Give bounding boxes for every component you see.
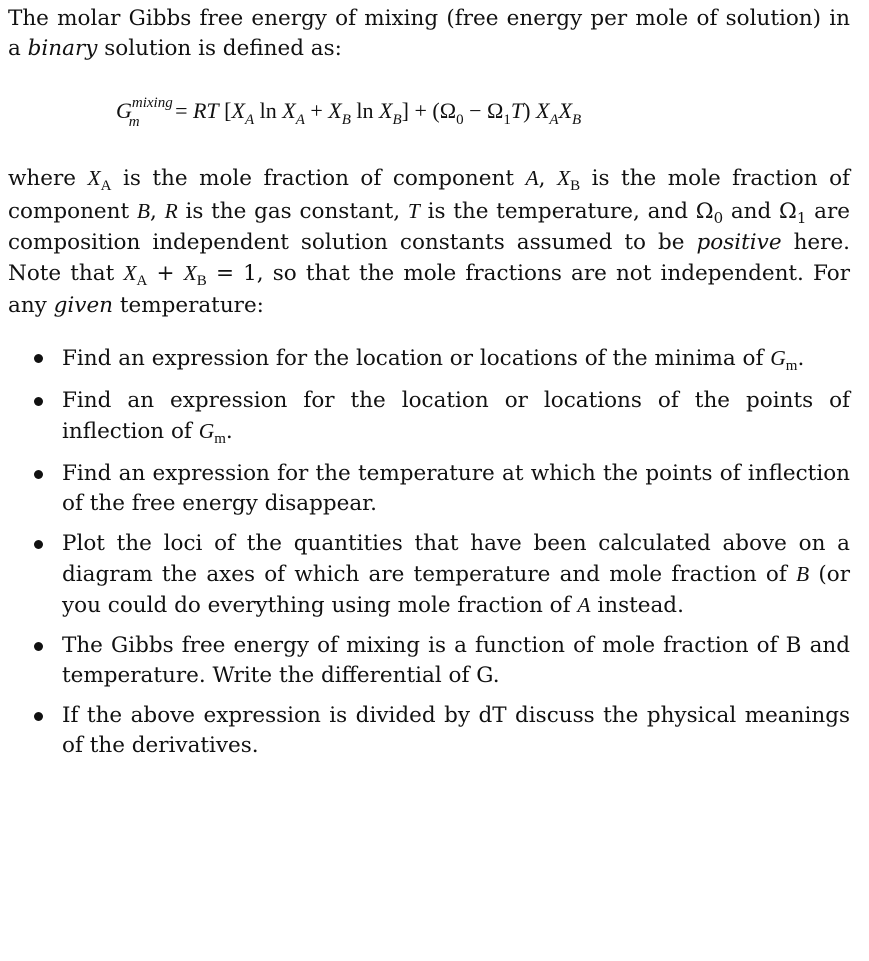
eq-rt: RT — [192, 98, 219, 123]
eq-ln-1: ln — [254, 98, 283, 123]
eq-xa-3-sub: A — [549, 112, 559, 128]
eq-xa: X — [231, 98, 245, 123]
eq-omega1-sub: 1 — [503, 112, 511, 128]
def-text: are composition independent solution constants assumed to be — [8, 199, 850, 255]
def-xb-2: X — [183, 261, 197, 285]
eq-ln-2: ln — [350, 98, 380, 123]
def-xb-2-sub: B — [196, 273, 207, 289]
bullet-text-end: . — [797, 346, 805, 371]
eq-paren-close: ) — [523, 98, 536, 123]
eq-t: T — [510, 98, 524, 123]
eq-xb-3-sub: B — [572, 112, 582, 128]
list-item — [8, 386, 850, 449]
def-r: R — [164, 199, 178, 223]
bullet-b: B — [796, 562, 810, 586]
bullet-icon — [34, 712, 43, 721]
def-xa-2-sub: A — [136, 273, 148, 289]
def-text: is the gas constant, — [177, 199, 408, 224]
eq-xb: X — [328, 98, 342, 123]
bullet-g: G — [770, 346, 786, 370]
def-text: is the temperature, and Ω — [419, 199, 714, 224]
eq-lhs-g: G — [116, 98, 132, 123]
def-a: A — [525, 166, 539, 190]
bullet-icon — [34, 470, 43, 479]
def-given-word: given — [53, 293, 114, 318]
bullet-g: G — [198, 419, 215, 443]
eq-omega0-sub: 0 — [456, 112, 464, 128]
def-text: , — [150, 199, 165, 224]
def-positive-word: positive — [696, 230, 782, 255]
bullet-icon — [34, 397, 43, 406]
bullet-a: A — [577, 593, 591, 617]
problem-page — [8, 4, 850, 771]
def-text: , — [538, 166, 557, 191]
eq-minus-omega1: − Ω — [463, 98, 504, 123]
definitions-paragraph — [8, 163, 850, 321]
bullet-text: Find an expression for the location or locations of the minima of — [62, 346, 771, 371]
intro-paragraph — [8, 4, 850, 64]
bullet-icon — [34, 642, 43, 651]
task-list — [8, 343, 850, 761]
eq-xb-sub: B — [341, 112, 351, 128]
bullet-icon — [34, 540, 43, 549]
intro-text-end: solution is defined as: — [97, 36, 342, 61]
def-xa-sub: A — [100, 178, 112, 194]
bullet-text: Plot the loci of the quantities that have been calculated above on a diagram the axes of which are temperature and mole fraction of — [62, 531, 850, 587]
def-omega0-sub: 0 — [713, 209, 724, 227]
bullet-text: Find an expression for the location or locations of the points of inflection of — [62, 388, 850, 444]
def-b: B — [136, 199, 151, 223]
gibbs-equation — [8, 96, 850, 129]
eq-equals: = — [169, 98, 193, 123]
def-text: is the mole fraction of component — [8, 166, 850, 224]
bullet-text: If the above expression is divided by dT discuss the physical meanings of the derivatives. — [62, 703, 850, 758]
eq-plus: + — [304, 98, 329, 123]
bullet-text: Find an expression for the temperature at which the points of inflection of the free energy disappear. — [62, 461, 850, 516]
eq-lhs-subscript: m — [128, 114, 140, 130]
def-xb-sub: B — [570, 178, 581, 194]
def-text: and Ω — [723, 199, 797, 224]
list-item — [8, 343, 850, 376]
bullet-g-sub: m — [214, 431, 226, 447]
eq-bracket-open: [ — [218, 98, 232, 123]
eq-xb-2-sub: B — [392, 112, 402, 128]
list-item — [8, 529, 850, 621]
bullet-text-mid: (or you could do everything using mole fraction of — [62, 562, 850, 618]
def-text: where — [8, 166, 88, 191]
def-text: here. Note that — [8, 230, 850, 286]
bullet-text: The Gibbs free energy of mixing is a function of mole fraction of B and temperature. Write the differential of G. — [62, 633, 850, 688]
list-item — [8, 631, 850, 691]
def-xa-2: X — [123, 261, 137, 285]
list-item — [8, 459, 850, 519]
intro-text: The molar Gibbs free energy of mixing (free energy per mole of solution) in a — [8, 6, 850, 61]
def-text: is the mole fraction of component — [111, 166, 526, 191]
def-text: = 1, so that the mole fractions are not independent. For any — [8, 261, 850, 318]
eq-xb-2: X — [379, 98, 393, 123]
bullet-text-end: . — [225, 419, 233, 444]
eq-xa-sub: A — [244, 112, 255, 128]
intro-binary-word: binary — [27, 36, 98, 61]
eq-xa-3: X — [535, 98, 550, 123]
eq-lhs-superscript: mixing — [131, 95, 173, 111]
bullet-g-sub: m — [785, 358, 798, 374]
eq-xa-2: X — [282, 98, 296, 123]
bullet-text-end: instead. — [590, 593, 684, 618]
def-omega1-sub: 1 — [796, 209, 807, 227]
def-text: + — [147, 261, 184, 286]
bullet-icon — [34, 354, 43, 363]
eq-xb-3: X — [558, 98, 573, 123]
def-t: T — [407, 199, 420, 223]
eq-xa-2-sub: A — [295, 112, 305, 128]
def-xb: X — [556, 166, 571, 190]
list-item — [8, 701, 850, 761]
eq-bracket-close-omega0: ] + (Ω — [401, 98, 457, 123]
def-text: temperature: — [113, 293, 264, 318]
def-xa: X — [87, 166, 101, 190]
